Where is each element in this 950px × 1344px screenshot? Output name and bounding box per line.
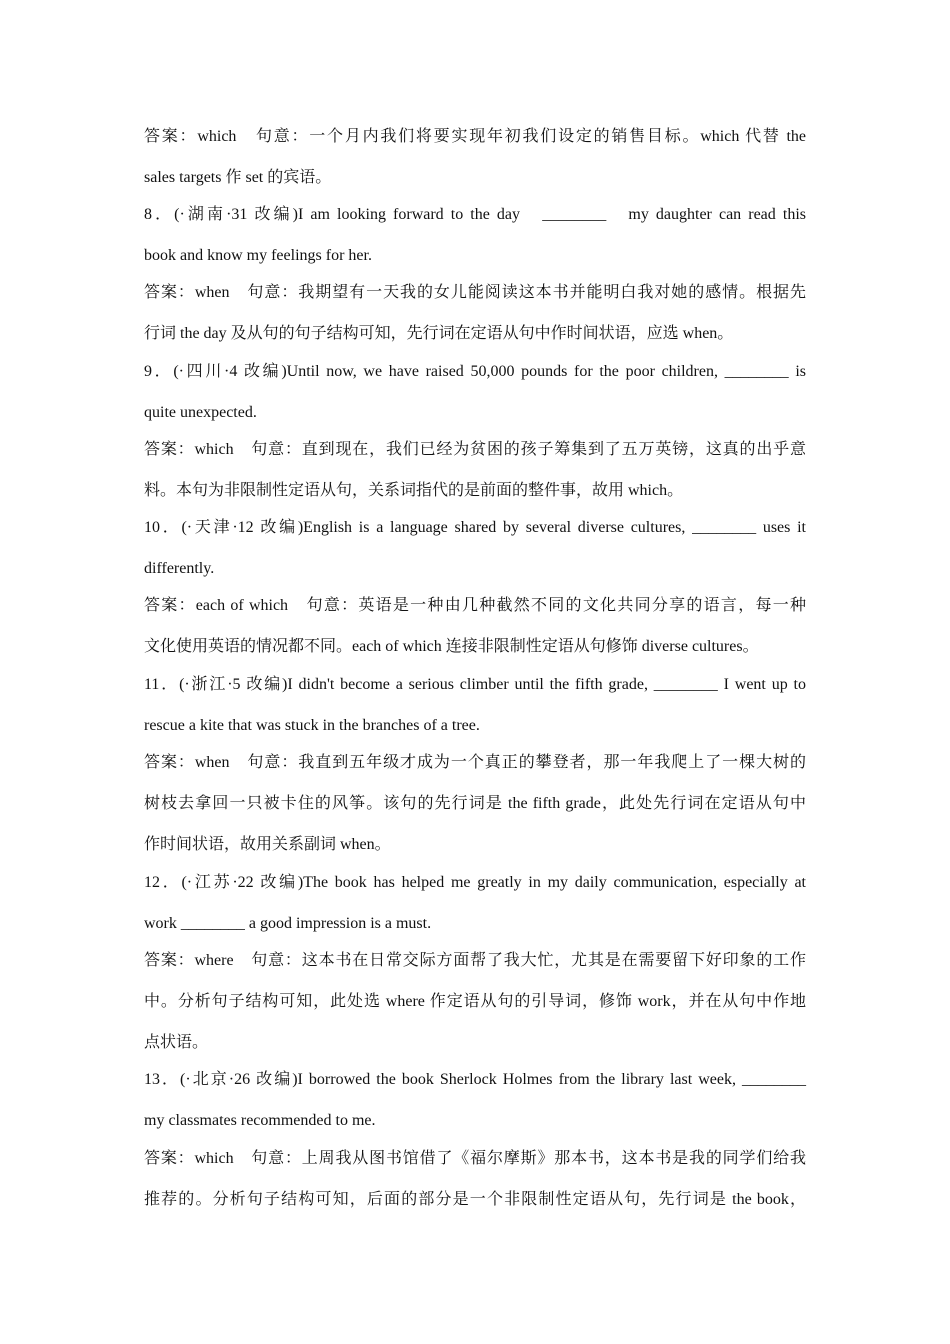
answer-12-line-1: 答案：where 句意：这本书在日常交际方面帮了我大忙，尤其是在需要留下好印象的工作 — [144, 952, 806, 969]
answer-11-line-2: 树枝去拿回一只被卡住的风筝。该句的先行词是 the fifth grade，此处先行词在定语从句中 — [144, 795, 806, 812]
answer-12-line-2: 中。分析句子结构可知，此处选 where 作定语从句的引导词，修饰 work，并在从句中作地 — [144, 993, 806, 1010]
question-13-line-1: 13．(·北京·26 改编)I borrowed the book Sherlock Holmes from the library last week, ________ — [144, 1071, 806, 1088]
answer-8-line-1: 答案：when 句意：我期望有一天我的女儿能阅读这本书并能明白我对她的感情。根据先 — [144, 284, 806, 301]
question-10-line-1: 10．(·天津·12 改编)English is a language shared by several diverse cultures, ________ uses it — [144, 519, 806, 536]
answer-7-line-1: 答案：which 句意：一个月内我们将要实现年初我们设定的销售目标。which 代替 the — [144, 128, 806, 145]
answer-9-line-2: 料。本句为非限制性定语从句，关系词指代的是前面的整件事，故用 which。 — [144, 482, 684, 499]
question-13-line-2: my classmates recommended to me. — [144, 1112, 376, 1129]
question-10-line-2: differently. — [144, 560, 215, 577]
question-8-line-2: book and know my feelings for her. — [144, 247, 372, 264]
question-12-line-2: work ________ a good impression is a must. — [144, 915, 432, 932]
question-12-line-1: 12．(·江苏·22 改编)The book has helped me greatly in my daily communication, especially at — [144, 874, 806, 891]
answer-13-line-2: 推荐的。分析句子结构可知，后面的部分是一个非限制性定语从句，先行词是 the book， — [144, 1191, 806, 1208]
question-11-line-1: 11．(·浙江·5 改编)I didn't become a serious climber until the fifth grade, ________ I went up to — [144, 676, 806, 693]
answer-7-line-2: sales targets 作 set 的宾语。 — [144, 169, 332, 186]
answer-8-line-2: 行词 the day 及从句的句子结构可知，先行词在定语从句中作时间状语，应选 when。 — [144, 325, 734, 342]
answer-11-line-1: 答案：when 句意：我直到五年级才成为一个真正的攀登者，那一年我爬上了一棵大树的 — [144, 754, 806, 771]
answer-9-line-1: 答案：which 句意：直到现在，我们已经为贫困的孩子筹集到了五万英镑，这真的出乎意 — [144, 441, 806, 458]
question-9-line-1: 9．(·四川·4 改编)Until now, we have raised 50,000 pounds for the poor children, ________ is — [144, 363, 806, 380]
answer-10-line-2: 文化使用英语的情况都不同。each of which 连接非限制性定语从句修饰 diverse cultures。 — [144, 638, 759, 655]
question-11-line-2: rescue a kite that was stuck in the branches of a tree. — [144, 717, 480, 734]
question-9-line-2: quite unexpected. — [144, 404, 257, 421]
answer-10-line-1: 答案：each of which 句意：英语是一种由几种截然不同的文化共同分享的语言，每一种 — [144, 597, 806, 614]
answer-11-line-3: 作时间状语，故用关系副词 when。 — [144, 836, 391, 853]
answer-12-line-3: 点状语。 — [144, 1034, 209, 1051]
question-8-line-1: 8．(·湖南·31 改编)I am looking forward to the day ________ my daughter can read this — [144, 206, 806, 223]
answer-13-line-1: 答案：which 句意：上周我从图书馆借了《福尔摩斯》那本书，这本书是我的同学们给我 — [144, 1150, 806, 1167]
